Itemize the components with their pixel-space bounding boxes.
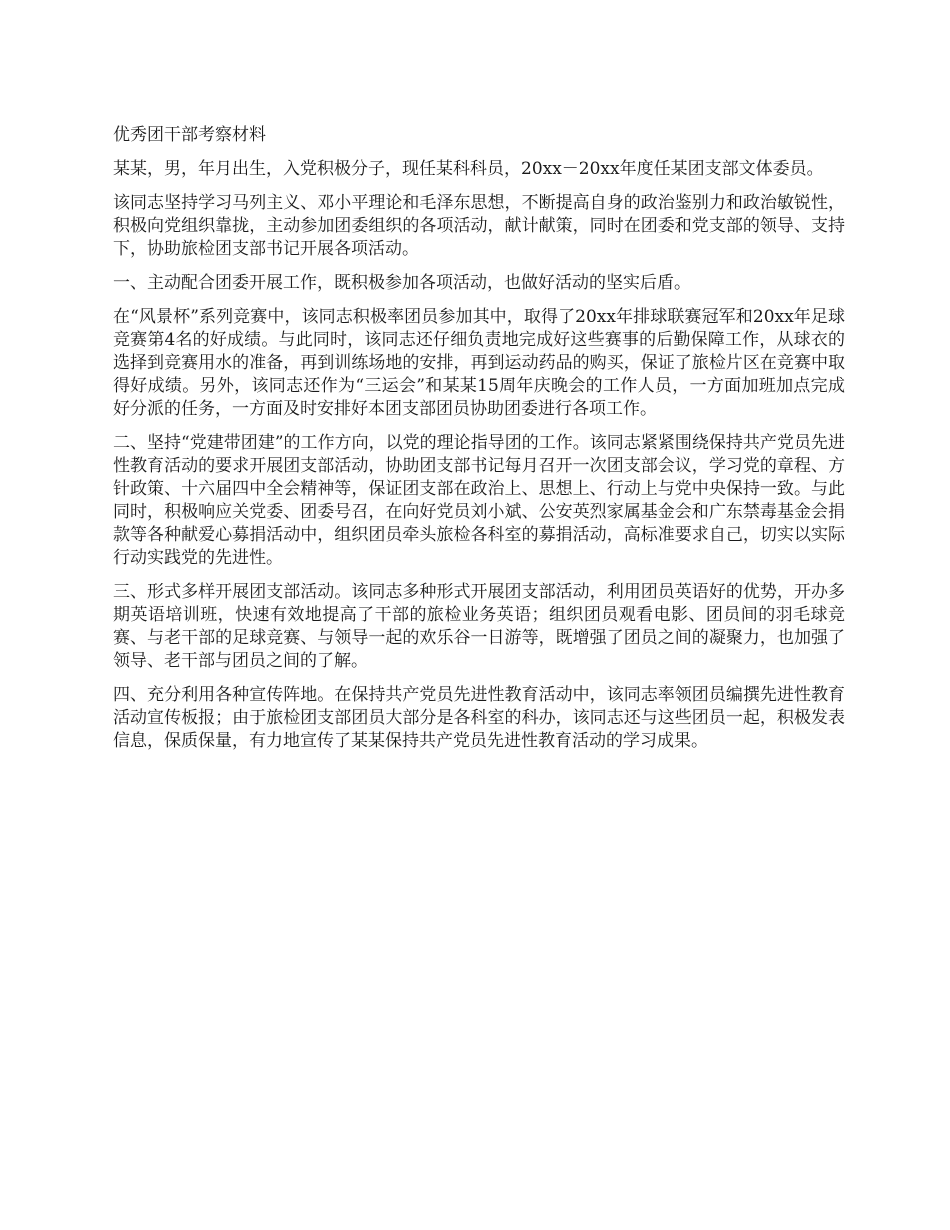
document-page bbox=[113, 124, 845, 764]
paragraph-intro: 某某，男，年月出生，入党积极分子，现任某科科员，20xx－20xx年度任某团支部文体委员。 bbox=[113, 159, 824, 179]
paragraph-section-2: 二、坚持“党建带团建”的工作方向，以党的理论指导团的工作。该同志紧紧围绕保持共产党员先进性教育活动的要求开展团支部活动，协助团支部书记每月召开一次团支部会议，学习党的章程、方针政策、十六届四中全会精神等，保证团支部在政治上、思想上、行动上与党中央保持一致。与此同时，积极响应关党委、团委号召，在向好党员刘小斌、公安英烈家属基金会和广东禁毒基金会捐款等各种献爱心募捐活动中，组织团员牵头旅检各科室的募捐活动，高标准要求自己，切实以实际行动实践党的先进性。 bbox=[113, 433, 845, 568]
document-title: 优秀团干部考察材料 bbox=[113, 125, 266, 145]
paragraph-section-4: 四、充分利用各种宣传阵地。在保持共产党员先进性教育活动中，该同志率领团员编撰先进性教育活动宣传板报；由于旅检团支部团员大部分是各科室的科办，该同志还与这些团员一起，积极发表信息，保质保量，有力地宣传了某某保持共产党员先进性教育活动的学习成果。 bbox=[113, 685, 845, 751]
paragraph-section-1-heading: 一、主动配合团委开展工作，既积极参加各项活动，也做好活动的坚实后盾。 bbox=[113, 273, 691, 293]
paragraph-section-3: 三、形式多样开展团支部活动。该同志多种形式开展团支部活动，利用团员英语好的优势，开办多期英语培训班，快速有效地提高了干部的旅检业务英语；组织团员观看电影、团员间的羽毛球竞赛、与老干部的足球竞赛、与领导一起的欢乐谷一日游等，既增强了团员之间的凝聚力，也加强了领导、老干部与团员之间的了解。 bbox=[113, 582, 845, 671]
paragraph-summary: 该同志坚持学习马列主义、邓小平理论和毛泽东思想，不断提高自身的政治鉴别力和政治敏锐性，积极向党组织靠拢，主动参加团委组织的各项活动，献计献策，同时在团委和党支部的领导、支持下，协助旅检团支部书记开展各项活动。 bbox=[113, 193, 845, 259]
paragraph-section-1-body: 在“风景杯”系列竞赛中，该同志积极率团员参加其中，取得了20xx年排球联赛冠军和20xx年足球竞赛第4名的好成绩。与此同时，该同志还仔细负责地完成好这些赛事的后勤保障工作，从球衣的选择到竞赛用水的准备，再到训练场地的安排，再到运动药品的购买，保证了旅检片区在竞赛中取得好成绩。另外，该同志还作为“三运会”和某某15周年庆晚会的工作人员，一方面加班加点完成好分派的任务，一方面及时安排好本团支部团员协助团委进行各项工作。 bbox=[113, 307, 845, 419]
